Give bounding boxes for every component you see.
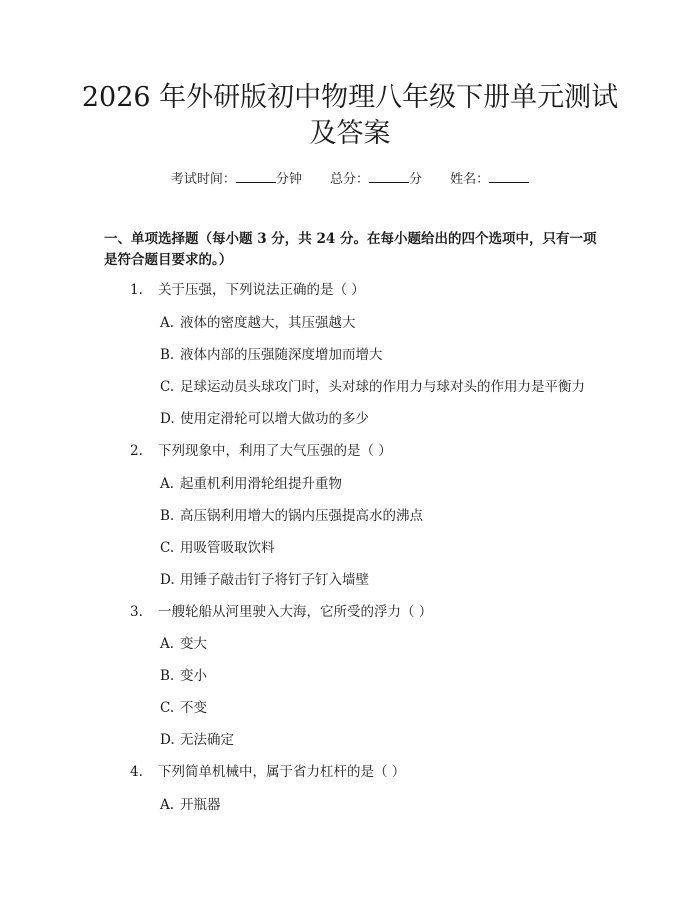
option-letter: B. [160, 668, 175, 684]
option-letter: D. [160, 572, 175, 588]
option-3d [160, 730, 234, 750]
document-title [80, 80, 620, 152]
question-text: 下列简单机械中，属于省力杠杆的是（ ） [158, 764, 406, 780]
question-3 [130, 602, 432, 622]
score-label: 总分： [329, 172, 369, 187]
option-4a [160, 795, 221, 815]
question-1 [130, 280, 365, 300]
option-text: 起重机利用滑轮组提升重物 [180, 476, 342, 492]
option-1a [160, 313, 356, 333]
option-2b [160, 506, 423, 526]
option-letter: A. [160, 636, 175, 652]
option-2a [160, 474, 342, 494]
option-text: 足球运动员头球攻门时，头对球的作用力与球对头的作用力是平衡力 [180, 379, 585, 395]
score-field [330, 168, 422, 187]
option-letter: C. [160, 540, 175, 556]
option-1b [160, 345, 383, 365]
question-text: 关于压强，下列说法正确的是（ ） [158, 282, 365, 298]
title-line-1: 2026 年外研版初中物理八年级下册单元测试 [81, 82, 619, 113]
name-blank [489, 171, 529, 183]
option-text: 高压锅利用增大的锅内压强提高水的沸点 [180, 508, 423, 524]
option-letter: C. [160, 379, 175, 395]
question-number: 2. [130, 443, 143, 459]
question-text: 下列现象中，利用了大气压强的是（ ） [158, 443, 392, 459]
option-text: 变小 [180, 668, 207, 684]
time-unit: 分钟 [275, 172, 302, 187]
option-1d [160, 409, 369, 429]
option-text: 用吸管吸取饮料 [180, 540, 275, 556]
time-field [171, 168, 302, 187]
option-text: 无法确定 [180, 732, 234, 748]
option-text: 变大 [180, 636, 207, 652]
option-1c [160, 377, 585, 397]
exam-meta-line [0, 168, 700, 187]
score-unit: 分 [409, 172, 423, 187]
question-4 [130, 762, 405, 782]
option-2c [160, 538, 275, 558]
option-text: 液体的密度越大，其压强越大 [180, 315, 356, 331]
option-3c [160, 698, 207, 718]
option-letter: A. [160, 476, 175, 492]
option-letter: D. [160, 732, 175, 748]
name-field [450, 168, 529, 187]
question-2 [130, 441, 392, 461]
question-number: 1. [130, 282, 143, 298]
option-text: 不变 [180, 700, 207, 716]
section-1-heading: 一、单项选择题（每小题 3 分，共 24 分。在每小题给出的四个选项中，只有一项是符合题目要求的。） [104, 231, 597, 268]
score-blank [369, 171, 409, 183]
name-label: 姓名： [450, 172, 490, 187]
option-letter: A. [160, 797, 175, 813]
question-number: 3. [130, 604, 143, 620]
time-label: 考试时间： [170, 172, 236, 187]
option-letter: D. [160, 411, 175, 427]
option-letter: C. [160, 700, 175, 716]
option-text: 开瓶器 [180, 797, 221, 813]
option-letter: B. [160, 508, 175, 524]
option-text: 液体内部的压强随深度增加而增大 [180, 347, 383, 363]
option-text: 用锤子敲击钉子将钉子钉入墙壁 [180, 572, 369, 588]
option-letter: A. [160, 315, 175, 331]
question-number: 4. [130, 764, 143, 780]
option-2d [160, 570, 369, 590]
option-letter: B. [160, 347, 175, 363]
time-blank [236, 171, 276, 183]
title-line-2: 及答案 [309, 118, 391, 149]
question-text: 一艘轮船从河里驶入大海，它所受的浮力（ ） [158, 604, 433, 620]
option-text: 使用定滑轮可以增大做功的多少 [180, 411, 369, 427]
option-3b [160, 666, 207, 686]
option-3a [160, 634, 207, 654]
